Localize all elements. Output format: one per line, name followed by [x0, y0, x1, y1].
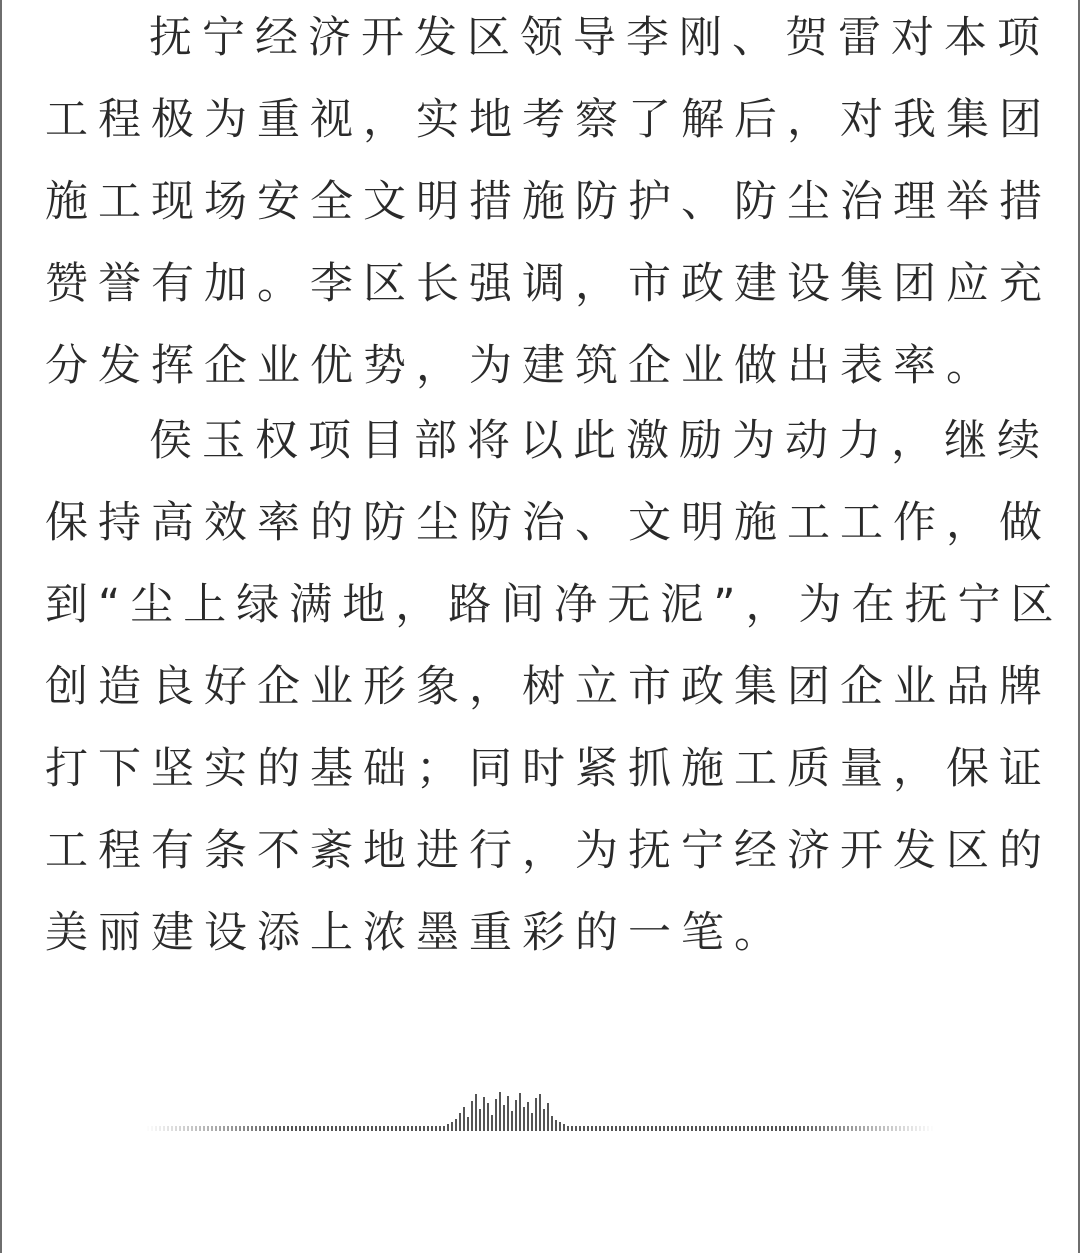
paragraph-2	[45, 400, 1064, 974]
text-line: 工程极为重视，实地考察了解后，对我集团	[45, 95, 1052, 145]
text-line: 美丽建设添上浓墨重彩的一笔。	[45, 908, 787, 958]
left-frame-border	[0, 0, 2, 1253]
text-line: 抚宁经济开发区领导李刚、贺雷对本项	[149, 13, 1050, 63]
text-line: 到“尘上绿满地，路间净无泥”，为在抚宁区	[45, 580, 1064, 630]
text-line: 创造良好企业形象，树立市政集团企业品牌	[45, 662, 1052, 712]
paragraph-1	[45, 0, 1052, 407]
text-line: 施工现场安全文明措施防护、防尘治理举措	[45, 177, 1052, 227]
text-line: 保持高效率的防尘防治、文明施工工作，做	[45, 498, 1052, 548]
text-line: 工程有条不紊地进行，为抚宁经济开发区的	[45, 826, 1052, 876]
text-line: 打下坚实的基础；同时紧抓施工质量，保证	[45, 744, 1052, 794]
text-line: 分发挥企业优势，为建筑企业做出表率。	[45, 341, 999, 391]
sound-wave-divider-icon	[145, 1085, 935, 1135]
text-line: 赞誉有加。李区长强调，市政建设集团应充	[45, 259, 1052, 309]
text-line: 侯玉权项目部将以此激励为动力，继续	[149, 416, 1050, 466]
